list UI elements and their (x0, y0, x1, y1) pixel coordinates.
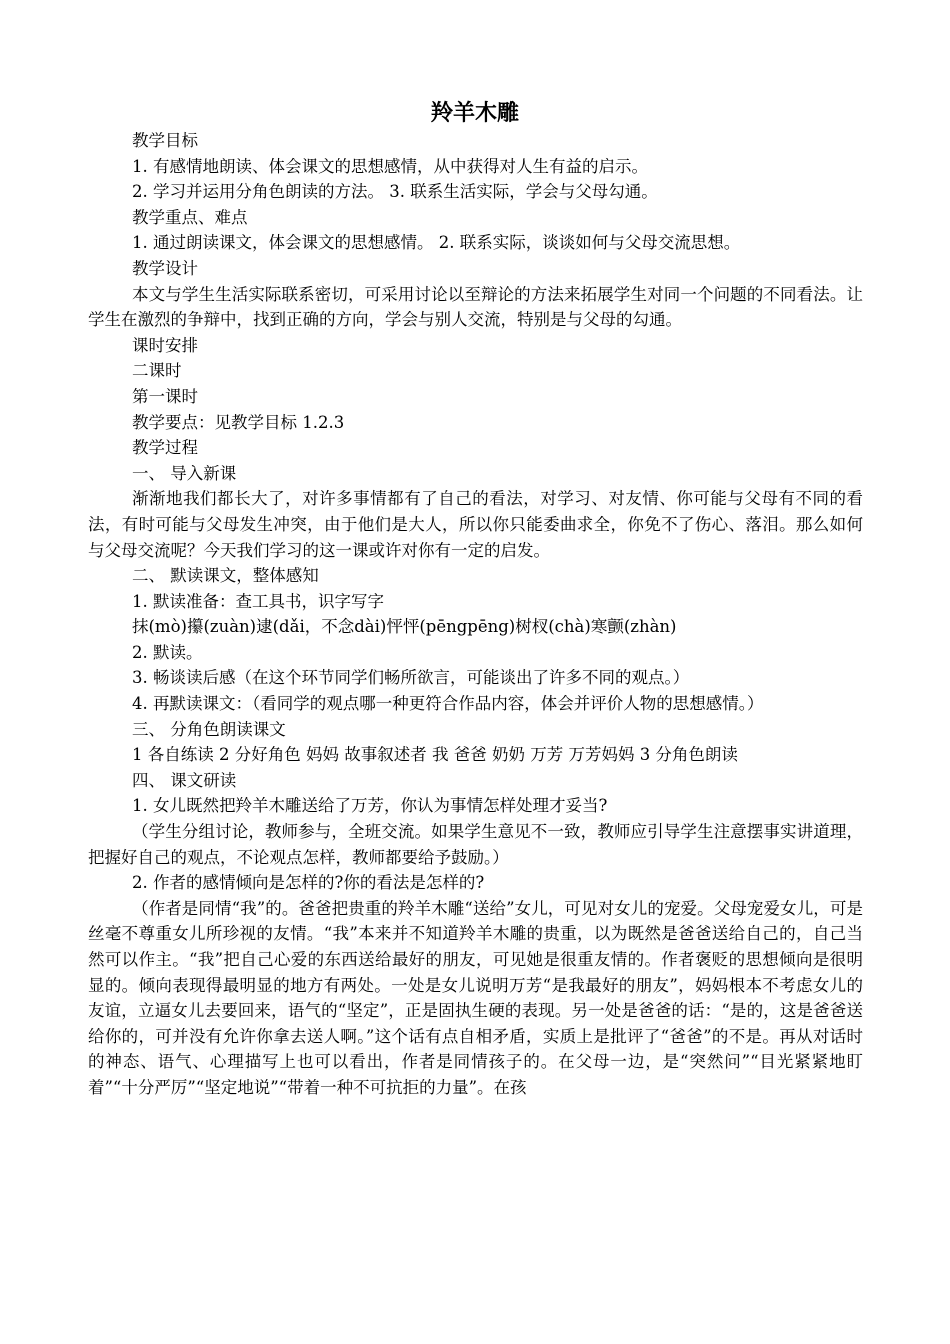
paragraph: 教学设计 (132, 258, 198, 278)
paragraph: 2. 作者的感情倾向是怎样的?你的看法是怎样的? (132, 873, 485, 893)
paragraph: 三、 分角色朗读课文 (132, 719, 286, 739)
paragraph: 2. 学习并运用分角色朗读的方法。 3. 联系生活实际，学会与父母勾通。 (132, 182, 658, 202)
paragraph: （作者是同情“我”的。爸爸把贵重的羚羊木雕“送给”女儿，可见对女儿的宠爱。父母宠爱女儿，可是丝毫不尊重女儿所珍视的友情。“我”本来并不知道羚羊木雕的贵重，以为既然是爸爸送给自己的，自己当然可以作主。“我”把自己心爱的东西送给最好的朋友，可见她是很重友情的。作者褒贬的思想倾向是很明显的。倾向表现得最明显的地方有两处。一处是女儿说明万芳“是我最好的朋友”，妈妈根本不考虑女儿的友谊，立逼女儿去要回来，语气的“坚定”，正是固执生硬的表现。另一处是爸爸的话：“是的，这是爸爸送给你的，可并没有允许你拿去送人啊。”这个话有点自相矛盾，实质上是批评了“爸爸”的不是。再从对话时的神态、语气、心理描写上也可以看出，作者是同情孩子的。在父母一边，是“突然问”“目光紧紧地盯着”“十分严厉”“坚定地说”“带着一种不可抗拒的力量”。在孩 (88, 898, 863, 1097)
paragraph: 1. 通过朗读课文，体会课文的思想感情。 2. 联系实际，谈谈如何与父母交流思想。 (132, 233, 741, 253)
paragraph: 教学重点、难点 (132, 207, 248, 227)
paragraph: 1. 默读准备：查工具书，识字写字 (132, 591, 384, 611)
paragraph: 2. 默读。 (132, 642, 203, 662)
paragraph: 课时安排 (132, 335, 198, 355)
document-title: 羚羊木雕 (430, 101, 519, 126)
paragraph: 渐渐地我们都长大了，对许多事情都有了自己的看法，对学习、对友情、你可能与父母有不同的看法，有时可能与父母发生冲突，由于他们是大人，所以你只能委曲求全，你免不了伤心、落泪。那么如何与父母交流呢？今天我们学习的这一课或许对你有一定的启发。 (88, 489, 863, 560)
paragraph: 教学目标 (132, 131, 198, 150)
paragraph: 二、 默读课文，整体感知 (132, 566, 319, 586)
paragraph: 一、 导入新课 (132, 463, 237, 483)
paragraph: 1. 女儿既然把羚羊木雕送给了万芳，你认为事情怎样处理才妥当? (132, 796, 608, 816)
paragraph: 1. 有感情地朗读、体会课文的思想感情，从中获得对人生有益的启示。 (132, 156, 648, 176)
paragraph: 4. 再默读课文：（看同学的观点哪一种更符合作品内容，体会并评价人物的思想感情。） (132, 694, 764, 714)
paragraph: 第一课时 (132, 386, 198, 406)
paragraph: 二课时 (132, 361, 182, 381)
paragraph: 教学要点：见教学目标 1.2.3 (132, 412, 345, 432)
document-body (88, 128, 863, 1101)
paragraph: （学生分组讨论，教师参与，全班交流。如果学生意见不一致，教师应引导学生注意摆事实讲道理，把握好自己的观点，不论观点怎样，教师都要给予鼓励。） (88, 822, 863, 867)
paragraph: 1 各自练读 2 分好角色 妈妈 故事叙述者 我 爸爸 奶奶 万芳 万芳妈妈 3 分角色朗读 (132, 745, 738, 765)
paragraph: 教学过程 (132, 438, 198, 458)
paragraph: 四、 课文研读 (132, 770, 237, 790)
paragraph: 抹(mò)攥(zuàn)逮(dǎi，不念dài)怦怦(pēngpēng)树杈(chà)寒颤(zhàn) (132, 617, 677, 637)
paragraph: 本文与学生生活实际联系密切，可采用讨论以至辩论的方法来拓展学生对同一个问题的不同看法。让学生在激烈的争辩中，找到正确的方向，学会与别人交流，特别是与父母的勾通。 (88, 284, 863, 330)
paragraph: 3. 畅谈读后感（在这个环节同学们畅所欲言，可能谈出了许多不同的观点。） (132, 668, 690, 688)
